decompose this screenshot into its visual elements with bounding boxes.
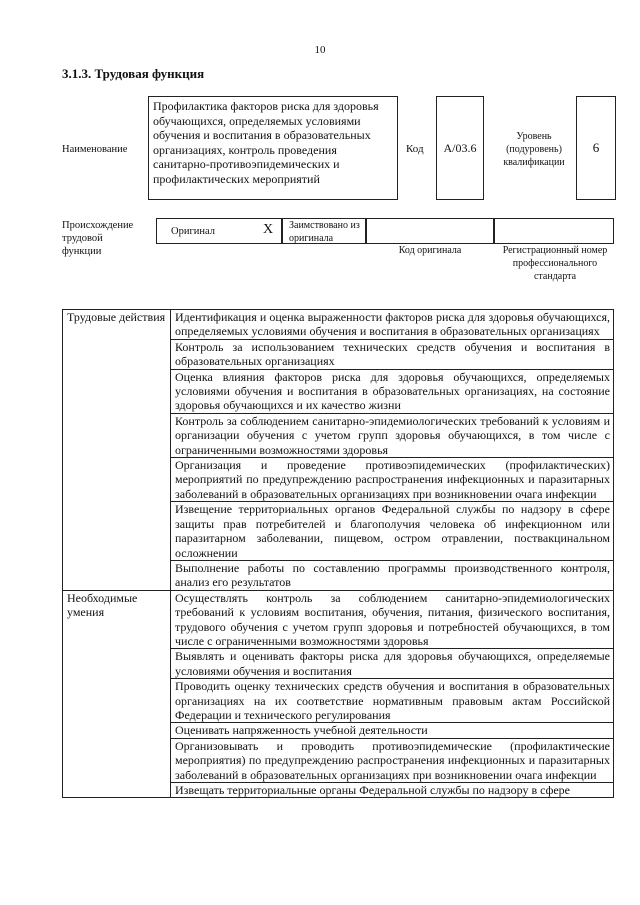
reg-number-box <box>494 218 614 244</box>
labor-action-item: Организация и проведение противоэпидемических (профилактических) мероприятий по предупреждению распространения инфекционных и паразитарных заболеваний в образовательных организациях при возникновении очага инфекции <box>171 458 614 502</box>
code-value-box: A/03.6 <box>436 96 484 200</box>
table-row <box>63 310 614 340</box>
labor-action-item: Идентификация и оценка выраженности факторов риска для здоровья обучающихся, определяемых условиями обучения и воспитания в образовательных организациях <box>171 310 614 340</box>
section-title: 3.1.3. Трудовая функция <box>62 66 205 81</box>
code-original-caption: Код оригинала <box>398 245 462 256</box>
labor-action-item: Оценка влияния факторов риска для здоровья обучающихся, определяемых условиями обучения и воспитания в образовательных организациях, на состояние здоровья обучающихся и их качество жизни <box>171 369 614 413</box>
skill-item: Оценивать напряженность учебной деятельности <box>171 723 614 738</box>
name-label: Наименование <box>62 144 128 155</box>
code-label: Код <box>406 143 424 155</box>
labor-action-item: Извещение территориальных органов Федеральной службы по надзору в сфере защиты прав потребителей и благополучия человека об инфекционном или паразитарном заболевании, пищевом, остром отравлении, поствакцинальном осложнении <box>171 502 614 561</box>
reg-number-caption: Регистрационный номер профессионального стандарта <box>502 245 608 282</box>
skill-item: Выявлять и оценивать факторы риска для здоровья обучающихся, определяемые условиями обучения и воспитания <box>171 649 614 679</box>
code-original-box <box>366 218 494 244</box>
skill-item: Организовывать и проводить противоэпидемические (профилактические мероприятия) по предупреждению распространения инфекционных и паразитарных заболеваний в образовательных организациях при возникновении очага инфекции <box>171 738 614 782</box>
skill-item: Проводить оценку технических средств обучения и воспитания в образовательных организациях на их соответствие нормативным правовым актам Российской Федерации и технического регулирования <box>171 679 614 723</box>
table-row <box>63 590 614 649</box>
original-label: Оригинал <box>171 226 215 237</box>
page-number: 10 <box>314 44 326 56</box>
original-box <box>156 218 282 244</box>
labor-action-item: Контроль за соблюдением санитарно-эпидемиологических требований к условиям и организации обучения с учетом групп здоровья обучающихся, в том числе с ограниченными возможностями здоровья <box>171 413 614 457</box>
level-value-box: 6 <box>576 96 616 200</box>
functions-table <box>62 309 614 798</box>
skill-item: Осуществлять контроль за соблюдением санитарно-эпидемиологических требований к условиям воспитания, обучения, питания, физического воспитания, трудового обучения с учетом групп здоровья и потребностей обучающихся, в том числе с ограниченными возможностями здоровья <box>171 590 614 649</box>
labor-action-item: Выполнение работы по составлению программы производственного контроля, анализ его результатов <box>171 560 614 590</box>
labor-actions-label: Трудовые действия <box>63 310 171 591</box>
borrowed-label: Заимствовано из оригинала <box>289 220 360 244</box>
level-label: Уровень (подуровень) квалификации <box>503 131 565 168</box>
skill-item: Извещать территориальные органы Федеральной службы по надзору в сфере <box>171 783 614 798</box>
borrowed-box <box>282 218 366 244</box>
original-mark: X <box>263 222 274 237</box>
origin-label: Происхождение трудовой функции <box>62 220 134 257</box>
labor-action-item: Контроль за использованием технических средств обучения и воспитания в образовательных организациях <box>171 339 614 369</box>
skills-label: Необходимые умения <box>63 590 171 798</box>
function-name-box: Профилактика факторов риска для здоровья обучающихся, определяемых условиями обучения и воспитания в образовательных организациях, контроль проведения санитарно-противоэпидемических и профилактических мероприятий <box>148 96 398 200</box>
